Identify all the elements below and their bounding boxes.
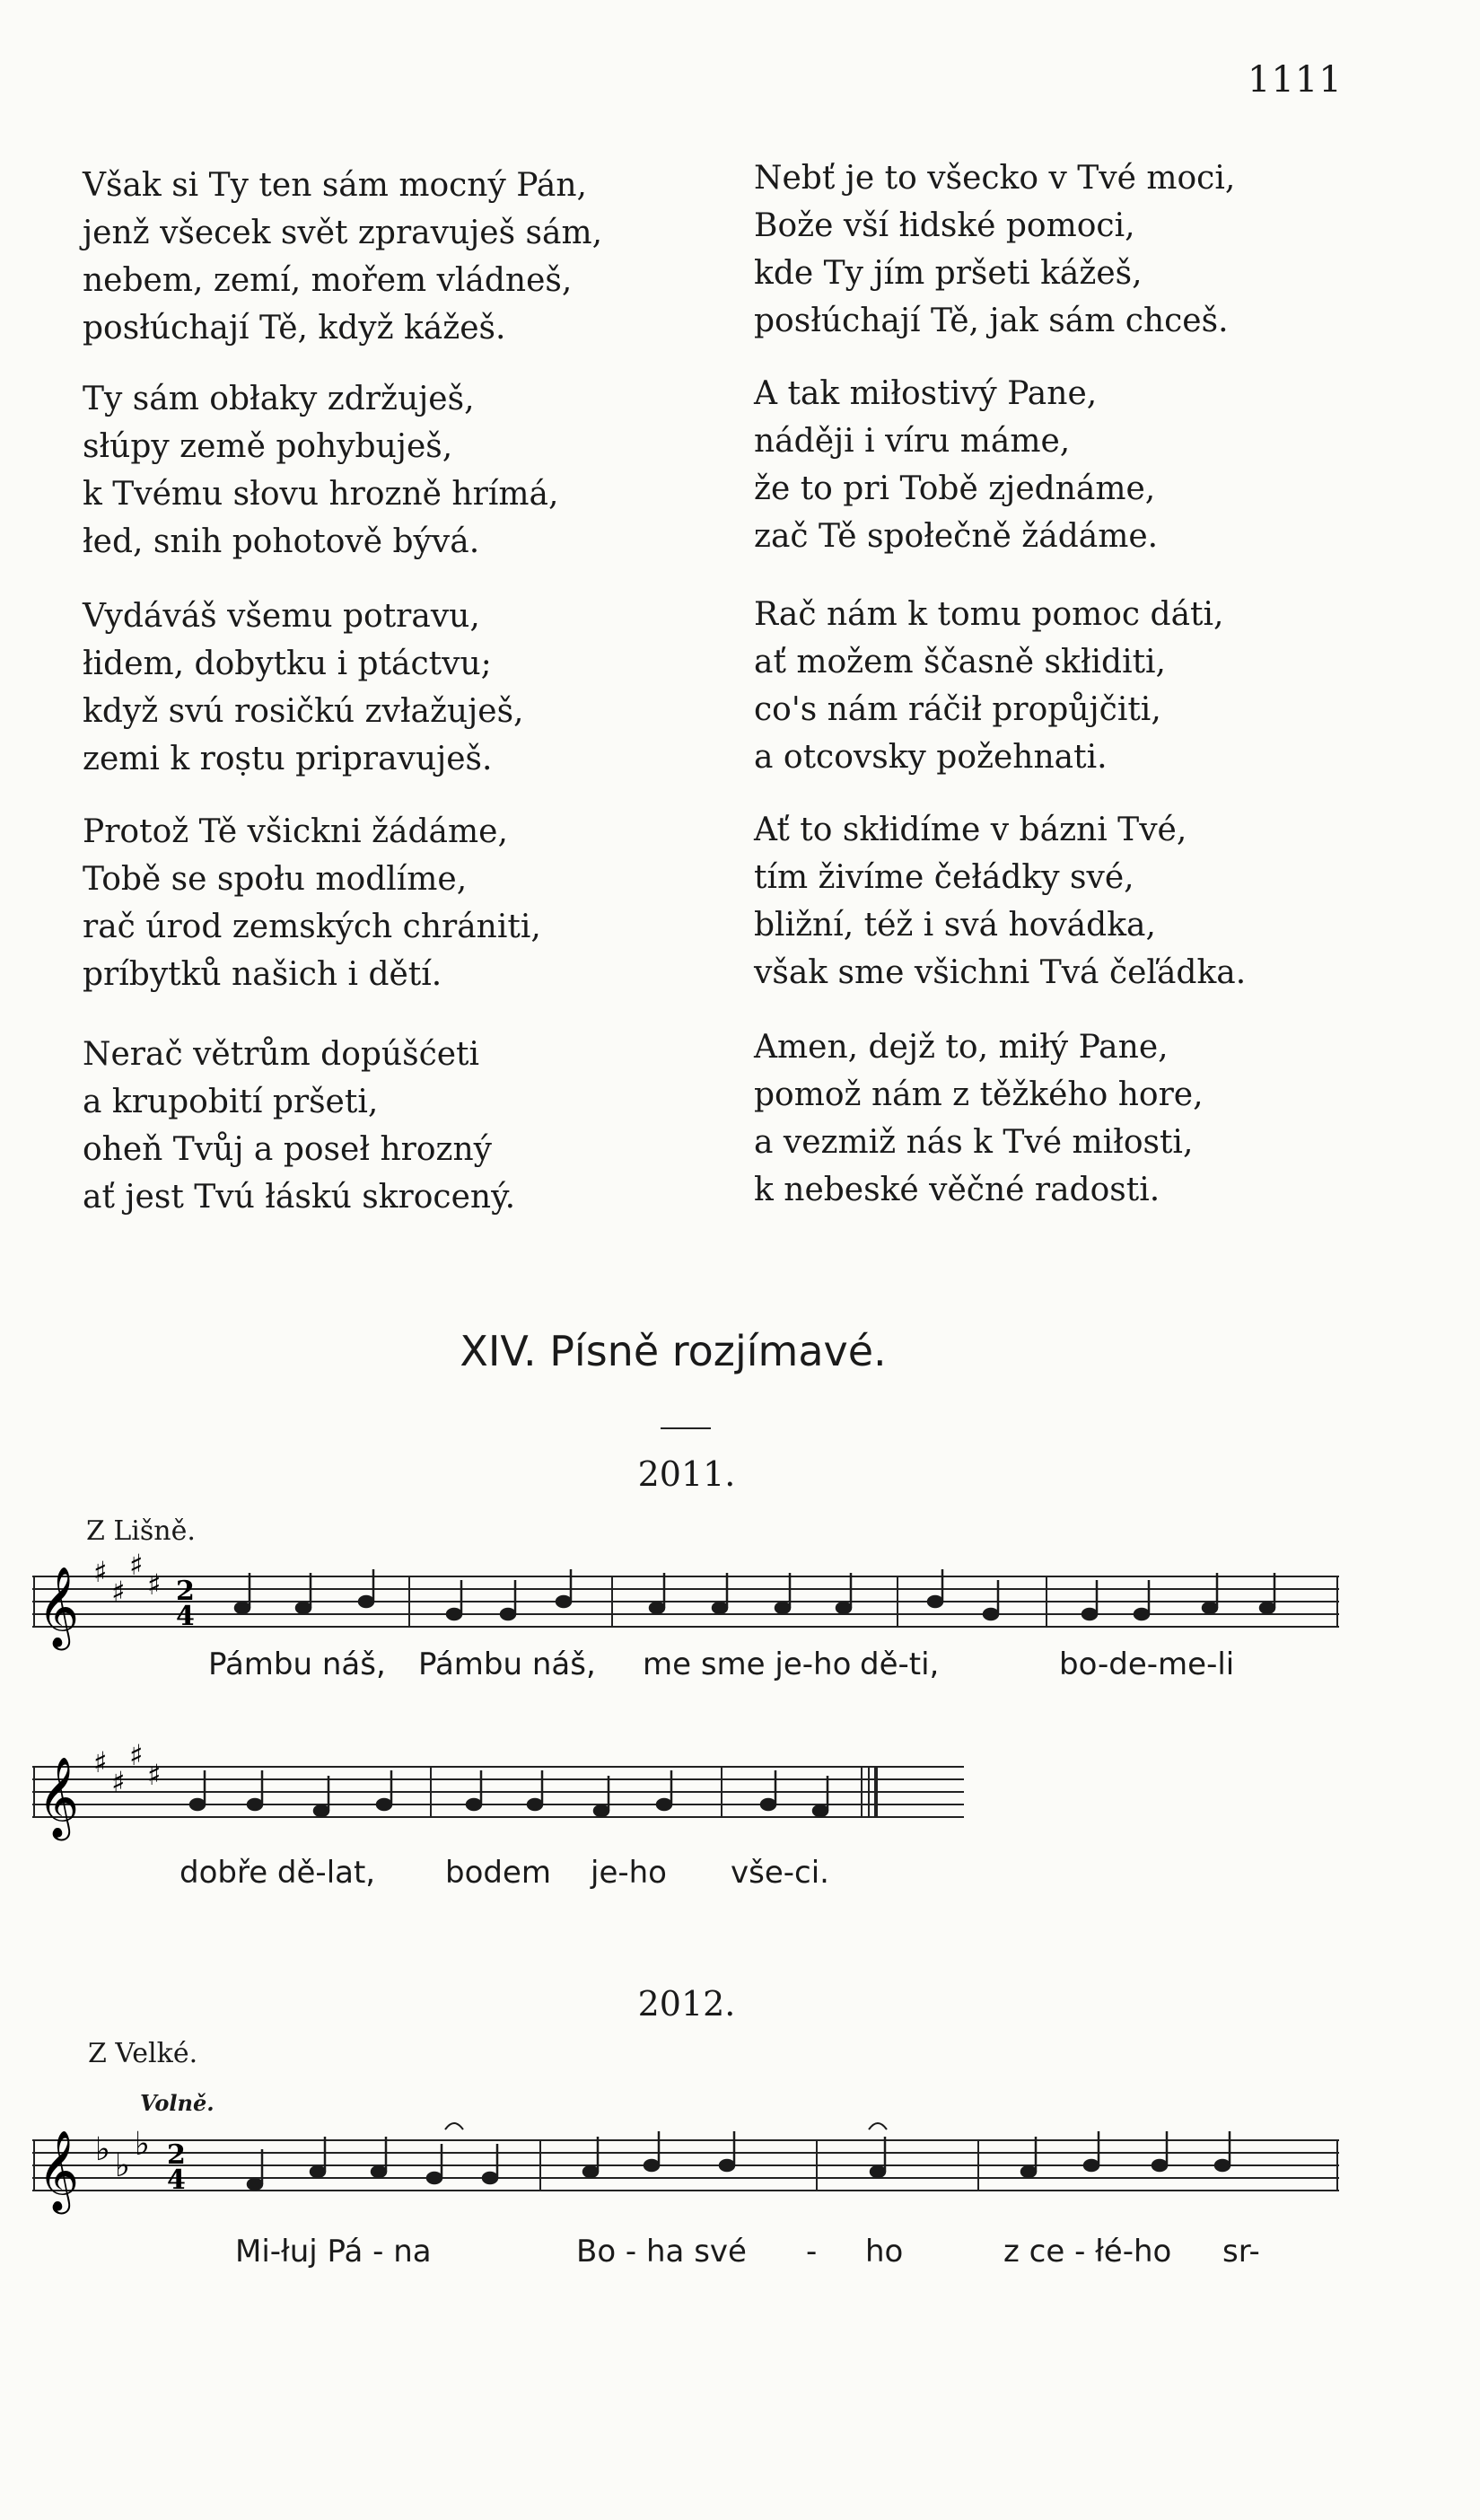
verse-line: ať jest Tvú łáskú skrocený. xyxy=(83,1179,516,1216)
note xyxy=(372,2166,386,2177)
verse-line: A tak miłostivý Pane, xyxy=(754,375,1098,412)
treble-clef-icon: 𝄞 xyxy=(38,1757,80,1838)
page-number: 1111 xyxy=(1248,59,1343,101)
music-staff xyxy=(32,1738,984,1840)
right-stanza-5 xyxy=(754,1023,1204,1214)
right-stanza-3 xyxy=(754,591,1223,781)
note xyxy=(528,1799,542,1810)
lyric-syllable: ho xyxy=(865,2234,904,2270)
note xyxy=(447,1609,461,1620)
note xyxy=(984,1609,998,1620)
verse-line: oheň Tvůj a poseł hrozný xyxy=(83,1131,493,1168)
verse-line: a otcovsky požehnati. xyxy=(754,739,1108,776)
lyric-syllable: Pámbu náš, xyxy=(208,1646,386,1682)
note xyxy=(483,2173,497,2183)
verse-line: Ať to skłidíme v bázni Tvé, xyxy=(754,812,1187,848)
song-number: 2012. xyxy=(637,1984,736,2024)
verse-line: náději i víru máme, xyxy=(754,423,1071,460)
verse-line: słúpy země pohybuješ, xyxy=(83,428,453,465)
verse-line: Protož Tě všickni žádáme, xyxy=(83,813,508,850)
lyric-syllable: me sme je-ho xyxy=(643,1646,852,1682)
song-number: 2011. xyxy=(637,1454,736,1494)
note xyxy=(235,1602,250,1613)
note xyxy=(583,2166,598,2177)
lyric-syllable: Mi-łuj Pá - na xyxy=(235,2234,432,2270)
lyric-syllable: je-ho xyxy=(591,1855,667,1891)
section-title: XIV. Písně rozjímavé. xyxy=(460,1327,887,1375)
note xyxy=(359,1596,373,1607)
note xyxy=(813,1805,828,1816)
fermata-icon xyxy=(869,2123,887,2129)
lyric-syllable: vše-ci. xyxy=(731,1855,829,1891)
left-stanza-3 xyxy=(83,593,524,783)
note xyxy=(248,2179,262,2190)
note xyxy=(657,1799,671,1810)
verse-line: Bože vší łidské pomoci, xyxy=(754,207,1135,244)
right-stanza-1 xyxy=(754,154,1235,345)
note xyxy=(650,1602,664,1613)
note xyxy=(594,1805,609,1816)
note xyxy=(1215,2160,1230,2171)
verse-line: co's nám ráčił propůjčiti, xyxy=(754,691,1161,728)
verse-line: Nerač větrům dopúšćeti xyxy=(83,1036,480,1073)
note xyxy=(775,1602,790,1613)
note xyxy=(1134,1609,1149,1620)
time-signature-denominator: 4 xyxy=(167,2164,186,2196)
sharp-icon: ♯ xyxy=(147,1758,162,1792)
verse-line: že to pri Tobě zjednáme, xyxy=(754,470,1156,507)
note xyxy=(377,1799,391,1810)
left-stanza-2 xyxy=(83,375,558,566)
note xyxy=(427,2173,442,2183)
treble-clef-icon: 𝄞 xyxy=(38,1567,80,1647)
verse-line: rač úrod zemských chrániti, xyxy=(83,909,541,945)
verse-line: łidem, dobytku i ptáctvu; xyxy=(83,645,492,682)
note xyxy=(296,1602,311,1613)
lyric-syllable: dě-ti, xyxy=(860,1646,940,1682)
lyric-syllable: z ce - łé-ho xyxy=(1003,2234,1172,2270)
verse-line: posłúchají Tě, jak sám chceš. xyxy=(754,303,1229,339)
verse-line: zemi k roṣtu pripravuješ. xyxy=(83,741,493,777)
sharp-icon: ♯ xyxy=(129,1738,144,1772)
fermata-icon xyxy=(445,2123,463,2129)
note xyxy=(713,1602,727,1613)
verse-line: Však si Ty ten sám mocný Pán, xyxy=(83,167,587,204)
verse-line: posłúchají Tě, když kážeš. xyxy=(83,310,506,347)
verse-line: k Tvému słovu hrozně hrímá, xyxy=(83,476,559,513)
verse-line: tím živíme čełádky své, xyxy=(754,859,1134,896)
verse-line: však sme všichni Tvá čeľádka. xyxy=(754,954,1247,991)
sharp-icon: ♯ xyxy=(93,1555,108,1589)
song-origin: Z Lišně. xyxy=(86,1515,196,1547)
verse-line: ať možem ščasně skłiditi, xyxy=(754,644,1166,680)
verse-line: k nebeské věčné radosti. xyxy=(754,1172,1160,1208)
lyric-syllable: dobře dě-lat, xyxy=(180,1855,376,1891)
note xyxy=(720,2160,734,2171)
verse-line: Tobě se społu modlíme, xyxy=(83,861,468,898)
time-signature-denominator: 4 xyxy=(176,1601,195,1632)
left-stanza-1 xyxy=(83,162,602,352)
sharp-icon: ♯ xyxy=(93,1745,108,1779)
note xyxy=(314,1805,328,1816)
verse-line: Ty sám obłaky zdržuješ, xyxy=(83,381,475,417)
note xyxy=(1084,2160,1099,2171)
note xyxy=(1152,2160,1167,2171)
note xyxy=(871,2166,885,2177)
verse-line: když svú rosičkú zvłažuješ, xyxy=(83,693,524,730)
note xyxy=(1260,1602,1274,1613)
time-signature-numerator: 2 xyxy=(176,1576,195,1607)
flat-icon: ♭ xyxy=(95,2131,110,2168)
sharp-icon: ♯ xyxy=(111,1575,126,1609)
note xyxy=(190,1799,205,1810)
note xyxy=(311,2166,325,2177)
verse-line: a krupobití pršeti, xyxy=(83,1084,379,1120)
flat-icon: ♭ xyxy=(135,2126,150,2163)
note xyxy=(556,1596,571,1607)
music-staff xyxy=(32,2115,1343,2214)
note xyxy=(644,2160,659,2171)
verse-line: príbytků našich i dětí. xyxy=(83,956,442,993)
verse-line: Vydáváš všemu potravu, xyxy=(83,598,480,635)
note xyxy=(248,1799,262,1810)
verse-line: Nebť je to všecko v Tvé moci, xyxy=(754,160,1236,197)
right-stanza-2 xyxy=(754,370,1158,560)
lyric-syllable: bo-de-me-li xyxy=(1059,1646,1235,1682)
verse-line: kde Ty jím pršeti kážeš, xyxy=(754,255,1143,292)
note xyxy=(467,1799,481,1810)
note xyxy=(1021,2166,1036,2177)
note xyxy=(928,1596,942,1607)
lyric-syllable: - xyxy=(806,2234,818,2270)
sharp-icon: ♯ xyxy=(147,1567,162,1602)
verse-line: jenž všecek svět zpravuješ sám, xyxy=(83,215,603,251)
verse-line: Amen, dejž to, miłý Pane, xyxy=(754,1029,1169,1066)
note xyxy=(501,1609,515,1620)
flat-icon: ♭ xyxy=(115,2147,130,2184)
song-origin: Z Velké. xyxy=(88,2038,198,2069)
left-stanza-4 xyxy=(83,808,541,998)
verse-line: zač Tě społečně žádáme. xyxy=(754,518,1159,555)
verse-line: a vezmiž nás k Tvé miłosti, xyxy=(754,1124,1194,1161)
note xyxy=(836,1602,851,1613)
time-signature-numerator: 2 xyxy=(167,2139,186,2171)
sharp-icon: ♯ xyxy=(111,1765,126,1799)
left-stanza-5 xyxy=(83,1031,515,1221)
verse-line: pomož nám z těžkého hore, xyxy=(754,1076,1204,1113)
note xyxy=(761,1799,775,1810)
section-divider xyxy=(661,1427,711,1429)
lyric-syllable: Pámbu náš, xyxy=(418,1646,596,1682)
lyric-syllable: bodem xyxy=(445,1855,552,1891)
tempo-marking: Volně. xyxy=(140,2090,215,2116)
verse-line: bližní, též i svá hovádka, xyxy=(754,907,1156,944)
verse-line: Rač nám k tomu pomoc dáti, xyxy=(754,596,1224,633)
right-stanza-4 xyxy=(754,806,1246,997)
note xyxy=(1082,1609,1097,1620)
treble-clef-icon: 𝄞 xyxy=(38,2130,80,2211)
lyric-syllable: Bo - ha své xyxy=(576,2234,747,2270)
lyric-syllable: sr- xyxy=(1222,2234,1260,2270)
verse-line: łed, snih pohotově bývá. xyxy=(83,523,480,560)
sharp-icon: ♯ xyxy=(129,1548,144,1582)
music-staff xyxy=(32,1548,1343,1650)
verse-line: nebem, zemí, mořem vládneš, xyxy=(83,262,573,299)
note xyxy=(1203,1602,1217,1613)
